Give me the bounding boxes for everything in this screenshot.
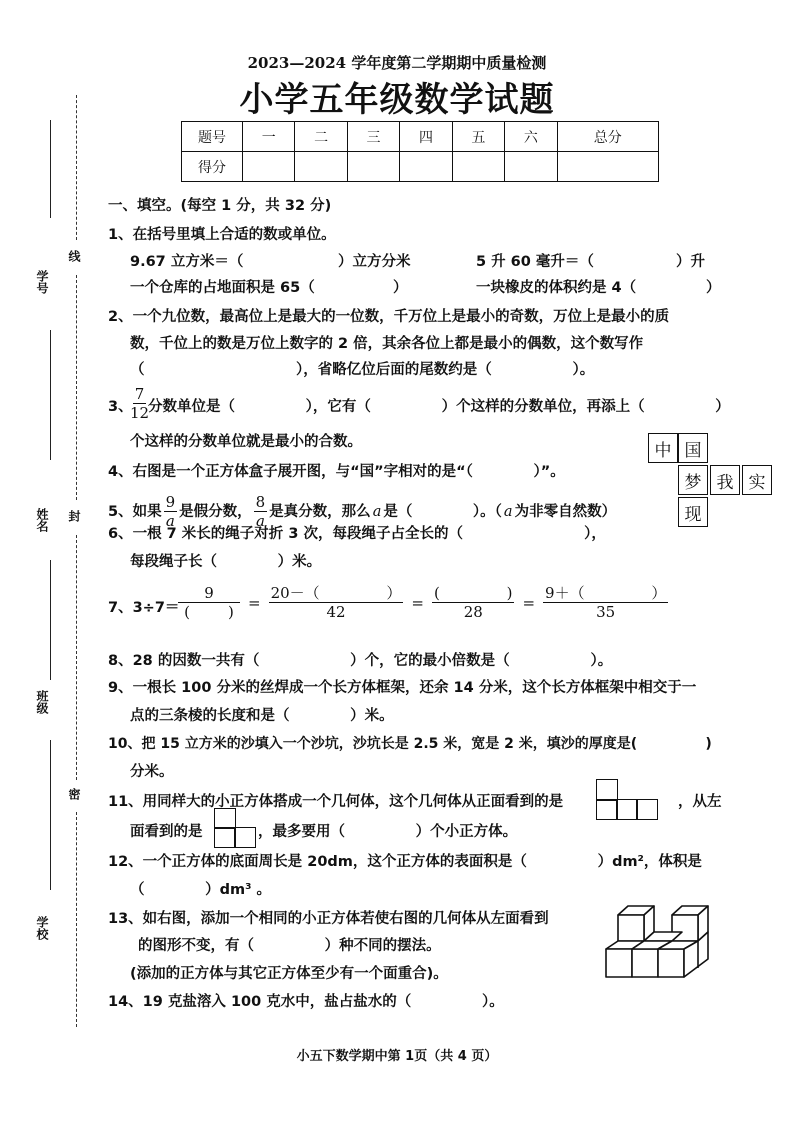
- q7-frac2-num: 20－（ ）: [270, 584, 402, 602]
- view-square: [234, 827, 256, 848]
- q7-eq: =: [411, 593, 424, 612]
- score-input-cell[interactable]: [243, 152, 295, 182]
- q3-prefix: 3、: [108, 399, 133, 415]
- q12-line1: 12、一个正方体的底面周长是 20dm，这个正方体的表面积是（ ）dm²，体积是: [108, 854, 702, 870]
- margin-label-school: 学校: [35, 916, 49, 940]
- seal-dashed-line: [76, 535, 77, 780]
- view-square: [214, 827, 236, 848]
- name-line: [50, 330, 51, 460]
- q11-line2b: ，最多要用（ ）个小正方体。: [258, 824, 518, 840]
- q13-line2: 的图形不变，有（ ）种不同的摆法。: [138, 938, 441, 954]
- q5-frac1-den: a: [165, 512, 175, 530]
- page-title: 小学五年级数学试题: [239, 80, 555, 120]
- q5-part2: 是假分数，: [179, 503, 252, 520]
- q3-frac-den: 12: [130, 404, 150, 422]
- q1-b-suffix: ）升: [676, 254, 705, 270]
- q4-text: 4、右图是一个正方体盒子展开图，与“国”字相对的是“（ ）”。: [108, 464, 565, 480]
- q3-frac-num: 7: [134, 385, 145, 403]
- q11-line1a: 11、用同样大的小正方体搭成一个几何体，这个几何体从正面看到的是: [108, 794, 564, 810]
- q10-line1: 10、把 15 立方米的沙填入一个沙坑，沙坑长是 2.5 米，宽是 2 米，填沙的厚度是( ): [108, 736, 712, 752]
- net-cell: 梦: [678, 465, 708, 495]
- score-cell: 三: [347, 122, 399, 152]
- q5-var-a: a: [372, 503, 382, 520]
- cube-face: [658, 949, 684, 977]
- view-square: [616, 799, 638, 820]
- q1-stem: 1、在括号里填上合适的数或单位。: [108, 227, 336, 243]
- score-input-cell[interactable]: [557, 152, 658, 182]
- q10-line2: 分米。: [130, 764, 174, 780]
- q11-line1b: ，从左: [678, 794, 722, 810]
- q9-line2: 点的三条棱的长度和是（ ）米。: [130, 708, 394, 724]
- page-footer: 小五下数学期中第 1页（共 4 页）: [296, 1049, 498, 1064]
- q13-line3: (添加的正方体与其它正方体至少有一个面重合)。: [130, 966, 448, 982]
- score-cell: 得分: [182, 152, 243, 182]
- seal-label-line: 线: [67, 250, 81, 262]
- score-table: [181, 121, 659, 182]
- q5-frac2-den: a: [255, 512, 265, 530]
- seal-dashed-line: [76, 275, 77, 500]
- q1-a-suffix: ）立方分米: [338, 254, 411, 270]
- score-input-cell[interactable]: [295, 152, 347, 182]
- net-cell: 国: [678, 433, 708, 463]
- net-cell: 中: [648, 433, 678, 463]
- view-square: [596, 799, 618, 820]
- q1-b-prefix: 5 升 60 毫升＝（: [476, 254, 594, 270]
- margin-label-class: 班级: [35, 690, 49, 714]
- q1-d-prefix: 一块橡皮的体积约是 4（: [476, 280, 637, 296]
- q5-frac2-num: 8: [255, 493, 266, 511]
- score-input-cell[interactable]: [347, 152, 399, 182]
- q1-a-prefix: 9.67 立方米＝（: [130, 254, 244, 270]
- seal-label-secret: 密: [67, 788, 81, 800]
- seal-label-seal: 封: [67, 510, 81, 522]
- school-line: [50, 740, 51, 890]
- score-table-header-row: [182, 122, 659, 152]
- cube-face: [618, 915, 644, 941]
- view-square: [214, 808, 236, 829]
- score-cell: 四: [400, 122, 452, 152]
- q5-part5: 为非零自然数）: [514, 503, 617, 520]
- score-cell: 五: [452, 122, 504, 152]
- q13-line1: 13、如右图，添加一个相同的小正方体若使右图的几何体从左面看到: [108, 911, 549, 927]
- exam-subtitle: 2023—2024 学年度第二学期期中质量检测: [247, 54, 547, 72]
- q14-text: 14、19 克盐溶入 100 克水中，盐占盐水的（ ）。: [108, 994, 504, 1010]
- score-input-cell[interactable]: [505, 152, 557, 182]
- score-cell: 题号: [182, 122, 243, 152]
- q1-c-prefix: 一个仓库的占地面积是 65（: [130, 280, 315, 296]
- q7-eq: =: [248, 593, 261, 612]
- net-cell: 实: [742, 465, 772, 495]
- cube-face: [632, 949, 658, 977]
- cube-face: [606, 949, 632, 977]
- score-cell: 一: [243, 122, 295, 152]
- score-table-score-row: [182, 152, 659, 182]
- class-line: [50, 560, 51, 680]
- q6-line1: 6、一根 7 米长的绳子对折 3 次，每段绳子占全长的（ ），: [108, 526, 606, 542]
- q7-frac3-den: 28: [463, 603, 483, 621]
- q7-frac2-den: 42: [326, 603, 346, 621]
- q6-line2: 每段绳子长（ ）米。: [130, 554, 322, 570]
- score-cell: 二: [295, 122, 347, 152]
- q7-frac4-num: 9＋（ ）: [545, 584, 667, 602]
- q2-line3: （ ），省略亿位后面的尾数约是（ ）。: [130, 362, 595, 378]
- margin-label-student-id: 学号: [35, 270, 49, 294]
- score-cell: 总分: [557, 122, 658, 152]
- q5-part1: 5、如果: [108, 503, 162, 520]
- q7-frac1-num: 9: [178, 585, 240, 603]
- section-heading: 一、填空。(每空 1 分，共 32 分): [108, 198, 332, 214]
- q7-fractions: [178, 585, 668, 620]
- name-line: [50, 120, 51, 218]
- q1-d-suffix: ）: [706, 280, 721, 296]
- q5-part4: 是（ ）。（: [383, 503, 502, 520]
- margin-label-name: 姓名: [35, 508, 49, 532]
- q3-line2: 个这样的分数单位就是最小的合数。: [130, 434, 362, 450]
- q3-line1: 分数单位是（ ），它有（ ）个这样的分数单位，再添上（ ）: [148, 399, 730, 415]
- q8-text: 8、28 的因数一共有（ ）个，它的最小倍数是（ ）。: [108, 653, 613, 669]
- q7-frac3-num: ( ): [434, 584, 513, 602]
- net-cell: 我: [710, 465, 740, 495]
- q7-frac1-den: ( ): [184, 603, 234, 621]
- net-cell: 现: [678, 497, 708, 527]
- q5-part3: 是真分数，那么: [269, 503, 371, 520]
- q2-line1: 2、一个九位数，最高位上是最大的一位数，千万位上是最小的奇数，万位上是最小的质: [108, 309, 670, 325]
- q7-frac4-den: 35: [596, 603, 616, 621]
- view-square: [596, 779, 618, 801]
- q1-c-suffix: ）: [393, 280, 408, 296]
- q5-var-a2: a: [503, 503, 513, 520]
- score-cell: 六: [505, 122, 557, 152]
- cube-stack-figure: [598, 902, 714, 988]
- seal-dashed-line: [76, 812, 77, 1027]
- view-square: [636, 799, 658, 820]
- q5-frac1-num: 9: [165, 493, 176, 511]
- q11-line2a: 面看到的是: [130, 824, 203, 840]
- q12-line2: （ ）dm³ 。: [130, 882, 271, 898]
- q7-lhs: 7、3÷7＝: [108, 600, 180, 616]
- score-input-cell[interactable]: [452, 152, 504, 182]
- q2-line2: 数，千位上的数是万位上数字的 2 倍，其余各位上都是最小的偶数，这个数写作: [130, 336, 644, 352]
- q9-line1: 9、一根长 100 分米的丝焊成一个长方体框架，还余 14 分米，这个长方体框架中相交于一: [108, 680, 697, 696]
- q7-eq: =: [522, 593, 536, 612]
- score-input-cell[interactable]: [400, 152, 452, 182]
